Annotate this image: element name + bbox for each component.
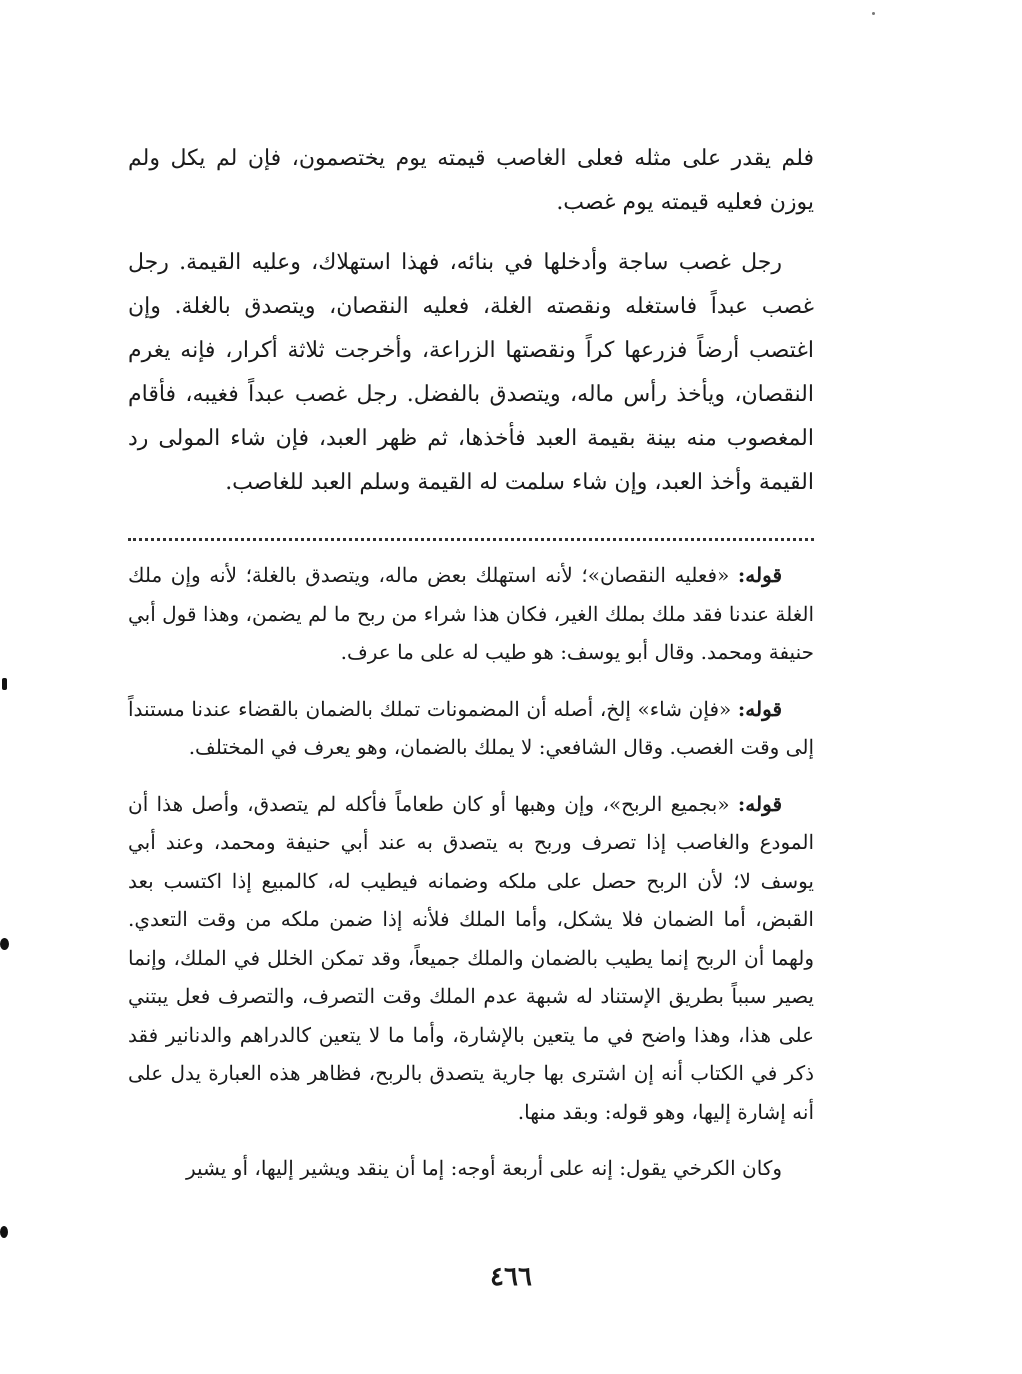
scan-mark [872,12,875,15]
scan-mark [0,1226,8,1238]
commentary-body: «فعليه النقصان»؛ لأنه استهلك بعض ماله، ويتصدق بالغلة؛ لأنه وإن ملك الغلة عندنا فقد ملك بملك الغير، فكان هذا شراء من ربح ما لم يضمن، وهذا قول أبي حنيفة ومحمد. وقال أبو يوسف: هو طيب له على ما عرف. [128,563,814,664]
commentary-lead: قوله: [737,696,782,721]
commentary-paragraph-4: وكان الكرخي يقول: إنه على أربعة أوجه: إما أن ينقد ويشير إليها، أو يشير [185,1156,782,1180]
scan-mark [0,938,9,950]
commentary-paragraph-1 [128,556,814,672]
scan-mark [2,678,7,690]
matn-paragraph-1: فلم يقدر على مثله فعلى الغاصب قيمته يوم يختصمون، فإن لم يكل ولم يوزن فعليه قيمته يوم غصب. [128,146,814,215]
footnote-separator [128,538,814,541]
page-number: ٤٦٦ [490,1262,532,1292]
matn-paragraph-2: رجل غصب ساجة وأدخلها في بنائه، فهذا استهلاك، وعليه القيمة. رجل غصب عبداً فاستغله ونقصته الغلة، فعليه النقصان، ويتصدق بالغلة. وإن اغتصب أرضاً فزرعها كراً ونقصتها الزراعة، وأخرجت ثلاثة أكرار، فإنه يغرم النقصان، ويأخذ رأس ماله، ويتصدق بالفضل. رجل غصب عبداً فغيبه، فأقام المغصوب منه بينة بقيمة العبد فأخذها، ثم ظهر العبد، فإن شاء المولى رد القيمة وأخذ العبد، وإن شاء سلمت له القيمة وسلم العبد للغاصب. [128,250,814,495]
commentary-lead: قوله: [737,563,782,587]
commentary-body: «بجميع الربح»، وإن وهبها أو كان طعاماً فأكله لم يتصدق، وأصل هذا أن المودع والغاصب إذا تصرف وربح به يتصدق به عند أبي حنيفة ومحمد، وعند أبي يوسف لا؛ لأن الربح حصل على ملكه وضمانه فيطيب له، كالمبيع إذا اكتسب بعد القبض، أما الضمان فلا يشكل، وأما الملك فلأنه إذا ضمن ملكه من وقت التعدي. ولهما أن الربح إنما يطيب بالضمان والملك جميعاً، وقد تمكن الخلل في الملك، وإنما يصير سبباً بطريق الإستناد له شبهة عدم الملك وقت التصرف، والتصرف فعل يبتني على هذا، وهذا واضح في ما يتعين بالإشارة، وأما ما لا يتعين كالدراهم والدنانير فقد ذكر في الكتاب أنه إن اشترى بها جارية يتصدق بالربح، فظاهر هذه العبارة يدل على أنه إشارة إليها، وهو قوله: وبقد منها. [128,791,814,1124]
commentary-paragraph-3 [128,785,814,1132]
commentary-lead: قوله: [737,791,782,816]
commentary-paragraph-2 [128,690,814,767]
commentary-body: «فإن شاء» إلخ، أصله أن المضمونات تملك بالضمان بالقضاء عندنا مستنداً إلى وقت الغصب. وقال الشافعي: لا يملك بالضمان، وهو يعرف في المختلف. [128,696,814,759]
matn-text [128,137,814,505]
sharh-text [128,556,814,1188]
